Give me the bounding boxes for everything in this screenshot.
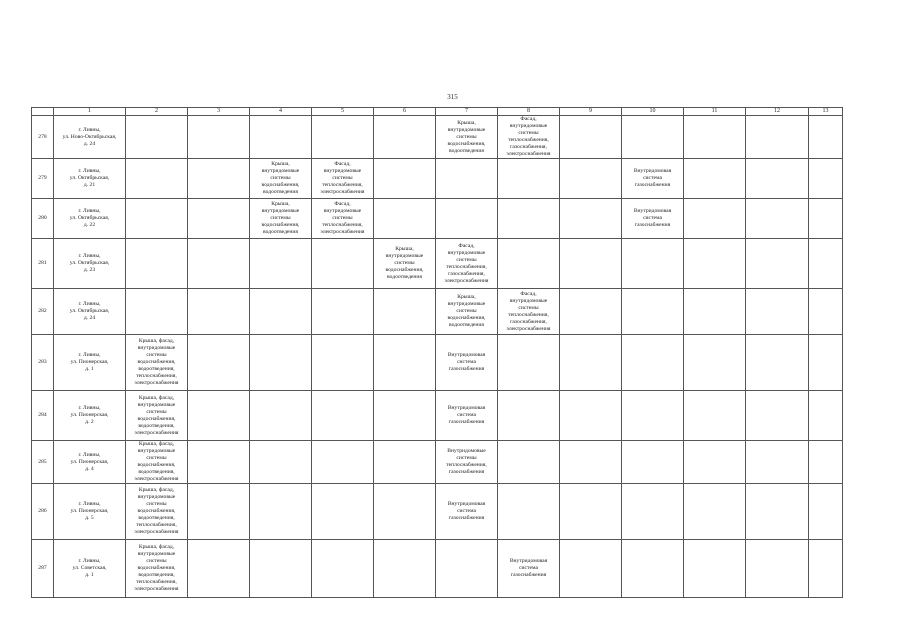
row-number (32, 159, 54, 199)
header-cell: 11 (684, 108, 746, 116)
work-cell (684, 289, 746, 335)
work-cell (250, 159, 312, 199)
work-cell (809, 199, 843, 239)
table-row (32, 335, 843, 391)
row-number (32, 199, 54, 239)
work-cell (126, 289, 188, 335)
work-cell (126, 159, 188, 199)
work-text: Крыша, фасад, внутридомовые системы водоснабжения, водоотведения, электроснабжения (134, 394, 179, 436)
table-row (32, 391, 843, 441)
work-cell (746, 239, 809, 289)
work-cell (684, 335, 746, 391)
work-cell (684, 199, 746, 239)
header-cell: 12 (746, 108, 809, 116)
work-cell (498, 484, 560, 540)
work-cell (498, 239, 560, 289)
work-cell (746, 116, 809, 159)
work-cell (809, 116, 843, 159)
work-cell (560, 441, 622, 484)
work-cell (436, 391, 498, 441)
work-text: Фасад, внутридомовые системы теплоснабжения, электроснабжения (320, 161, 365, 195)
work-cell (746, 391, 809, 441)
work-cell (498, 289, 560, 335)
work-cell (622, 159, 684, 199)
work-cell (250, 199, 312, 239)
work-cell (374, 159, 436, 199)
work-cell (312, 441, 374, 484)
work-cell (188, 540, 250, 598)
work-cell (312, 391, 374, 441)
work-cell (188, 441, 250, 484)
work-cell (809, 335, 843, 391)
work-cell (250, 289, 312, 335)
work-cell (498, 199, 560, 239)
work-cell (622, 335, 684, 391)
work-text: Внутридомовая система газоснабжения (447, 405, 486, 425)
work-cell (250, 239, 312, 289)
work-cell (188, 116, 250, 159)
work-cell (809, 289, 843, 335)
work-cell (560, 239, 622, 289)
row-number-text: 279 (38, 175, 47, 181)
work-cell (436, 239, 498, 289)
work-cell (809, 391, 843, 441)
row-number-text: 284 (38, 412, 47, 418)
work-cell (312, 199, 374, 239)
work-cell (312, 540, 374, 598)
work-cell (746, 159, 809, 199)
row-number (32, 289, 54, 335)
work-cell (312, 335, 374, 391)
work-cell (312, 289, 374, 335)
table-row (32, 239, 843, 289)
work-cell (250, 391, 312, 441)
address-text: г. Ливны, ул. Советская, д. 1 (72, 558, 107, 578)
header-cell: 10 (622, 108, 684, 116)
work-cell (560, 484, 622, 540)
work-cell (746, 335, 809, 391)
work-cell (622, 441, 684, 484)
row-number (32, 540, 54, 598)
work-cell (560, 289, 622, 335)
work-cell (374, 199, 436, 239)
work-cell (374, 116, 436, 159)
work-cell (622, 116, 684, 159)
work-text: Крыша, внутридомовые системы водоснабжения, водоотведения (261, 161, 300, 195)
work-cell (498, 391, 560, 441)
work-cell (809, 159, 843, 199)
work-cell (374, 391, 436, 441)
header-cell: 7 (436, 108, 498, 116)
row-number-text: 283 (38, 359, 47, 365)
work-cell (250, 335, 312, 391)
table-row (32, 159, 843, 199)
work-text: Фасад, внутридомовые системы теплоснабжения, газоснабжения, электроснабжения (506, 116, 551, 157)
work-cell (746, 199, 809, 239)
work-cell (746, 289, 809, 335)
address-cell (54, 540, 126, 598)
header-cell: 3 (188, 108, 250, 116)
work-cell (560, 335, 622, 391)
address-cell (54, 335, 126, 391)
address-text: г. Ливны, ул. Пионерская, д. 2 (70, 405, 109, 425)
address-cell (54, 289, 126, 335)
address-cell (54, 391, 126, 441)
header-cell: 2 (126, 108, 188, 116)
work-cell (188, 391, 250, 441)
row-number (32, 116, 54, 159)
work-cell (312, 239, 374, 289)
work-cell (312, 116, 374, 159)
row-number (32, 239, 54, 289)
work-cell (312, 159, 374, 199)
work-cell (250, 116, 312, 159)
work-text: Фасад, внутридомовые системы теплоснабжения, газоснабжения, электроснабжения (506, 290, 551, 332)
row-number-text: 280 (38, 215, 47, 221)
work-cell (250, 484, 312, 540)
work-text: Крыша, внутридомовые системы водоснабжения, водоотведения (447, 294, 486, 328)
header-row (32, 108, 843, 116)
work-cell (560, 540, 622, 598)
work-cell (498, 116, 560, 159)
work-cell (809, 484, 843, 540)
table-row (32, 116, 843, 159)
work-cell (188, 289, 250, 335)
address-cell (54, 441, 126, 484)
work-cell (126, 540, 188, 598)
work-text: Крыша, фасад, внутридомовые системы водоснабжения, водоотведения, электроснабжения (134, 441, 179, 482)
work-cell (622, 540, 684, 598)
work-text: Крыша, фасад, внутридомовые системы водоснабжения, водоотведения, теплоснабжения, электроснабжения (134, 487, 179, 535)
work-cell (126, 239, 188, 289)
work-cell (622, 484, 684, 540)
table-row (32, 289, 843, 335)
row-number-text: 281 (38, 260, 47, 266)
address-text: г. Ливны, ул. Ново-Октябрьская, д. 24 (62, 126, 117, 147)
work-cell (746, 441, 809, 484)
header-cell: 6 (374, 108, 436, 116)
table-row (32, 199, 843, 239)
work-cell (436, 484, 498, 540)
work-cell (436, 335, 498, 391)
row-number-text: 282 (38, 308, 47, 314)
work-cell (436, 540, 498, 598)
work-cell (746, 484, 809, 540)
row-number-text: 286 (38, 508, 47, 514)
work-cell (560, 391, 622, 441)
work-text: Крыша, внутридомовые системы водоснабжения, водоотведения (385, 246, 424, 280)
work-text: Крыша, внутридомовые системы водоснабжения, водоотведения (447, 119, 486, 154)
work-text: Крыша, фасад, внутридомовые системы водоснабжения, водоотведения, теплоснабжения, электроснабжения (134, 338, 179, 386)
work-cell (684, 239, 746, 289)
work-text: Крыша, фасад, внутридомовые системы водоснабжения, водоотведения, теплоснабжения, электроснабжения (134, 544, 179, 592)
work-cell (809, 540, 843, 598)
header-cell: 8 (498, 108, 560, 116)
work-cell (622, 239, 684, 289)
table-row (32, 540, 843, 598)
work-cell (684, 540, 746, 598)
work-cell (436, 289, 498, 335)
work-text: Внутридомовая система газоснабжения (633, 208, 672, 228)
work-cell (126, 116, 188, 159)
work-text: Крыша, внутридомовые системы водоснабжения, водоотведения (261, 201, 300, 235)
work-cell (188, 159, 250, 199)
work-cell (374, 335, 436, 391)
work-cell (622, 391, 684, 441)
work-cell (188, 239, 250, 289)
work-cell (436, 199, 498, 239)
work-cell (684, 159, 746, 199)
header-cell (32, 108, 54, 116)
address-text: г. Ливны, ул. Октябрьская, д. 23 (69, 253, 110, 273)
work-cell (622, 199, 684, 239)
work-cell (498, 335, 560, 391)
row-number (32, 335, 54, 391)
work-text: Внутридомовая система газоснабжения (509, 558, 548, 578)
work-cell (560, 116, 622, 159)
work-cell (188, 335, 250, 391)
address-cell (54, 159, 126, 199)
row-number (32, 441, 54, 484)
address-text: г. Ливны, ул. Октябрьская, д. 21 (69, 168, 110, 188)
address-text: г. Ливны, ул. Октябрьская, д. 24 (69, 301, 110, 321)
work-cell (498, 441, 560, 484)
work-cell (374, 540, 436, 598)
work-cell (188, 199, 250, 239)
work-cell (436, 441, 498, 484)
work-cell (188, 484, 250, 540)
row-number-text: 287 (38, 565, 47, 571)
row-number (32, 484, 54, 540)
work-cell (374, 484, 436, 540)
work-cell (250, 441, 312, 484)
work-cell (126, 484, 188, 540)
address-text: г. Ливны, ул. Пионерская, д. 5 (70, 501, 109, 521)
work-text: Фасад, внутридомовые системы теплоснабжения, электроснабжения (320, 201, 365, 235)
row-number-text: 285 (38, 458, 47, 465)
address-text: г. Ливны, ул. Пионерская, д. 1 (70, 352, 109, 372)
row-number (32, 391, 54, 441)
work-text: Фасад, внутридомовые системы теплоснабжения, газоснабжения, электроснабжения (444, 242, 489, 284)
page-number: 315 (447, 93, 458, 101)
header-cell: 9 (560, 108, 622, 116)
repair-schedule-table (31, 107, 843, 598)
header-cell: 4 (250, 108, 312, 116)
work-cell (374, 441, 436, 484)
row-number-text: 278 (38, 133, 47, 140)
work-text: Внутридомовые системы теплоснабжения, газоснабжения (446, 448, 487, 475)
work-text: Внутридомовая система газоснабжения (633, 168, 672, 188)
table-row (32, 484, 843, 540)
work-cell (436, 116, 498, 159)
work-cell (312, 484, 374, 540)
header-cell: 5 (312, 108, 374, 116)
header-cell: 13 (809, 108, 843, 116)
address-cell (54, 484, 126, 540)
header-cell: 1 (54, 108, 126, 116)
work-cell (374, 289, 436, 335)
table-row (32, 441, 843, 484)
work-cell (809, 239, 843, 289)
work-cell (250, 540, 312, 598)
work-cell (374, 239, 436, 289)
work-cell (126, 391, 188, 441)
work-cell (126, 199, 188, 239)
address-text: г. Ливны, ул. Пионерская, д. 4 (70, 451, 109, 472)
work-cell (126, 441, 188, 484)
work-cell (684, 441, 746, 484)
work-cell (809, 441, 843, 484)
work-cell (498, 540, 560, 598)
work-cell (560, 199, 622, 239)
work-cell (498, 159, 560, 199)
address-text: г. Ливны, ул. Октябрьская, д. 22 (69, 208, 110, 228)
work-text: Внутридомовая система газоснабжения (447, 501, 486, 521)
work-cell (560, 159, 622, 199)
work-cell (436, 159, 498, 199)
address-cell (54, 199, 126, 239)
work-cell (684, 484, 746, 540)
work-cell (126, 335, 188, 391)
work-cell (684, 116, 746, 159)
address-cell (54, 116, 126, 159)
address-cell (54, 239, 126, 289)
work-text: Внутридомовая система газоснабжения (447, 352, 486, 372)
work-cell (746, 540, 809, 598)
work-cell (684, 391, 746, 441)
work-cell (622, 289, 684, 335)
